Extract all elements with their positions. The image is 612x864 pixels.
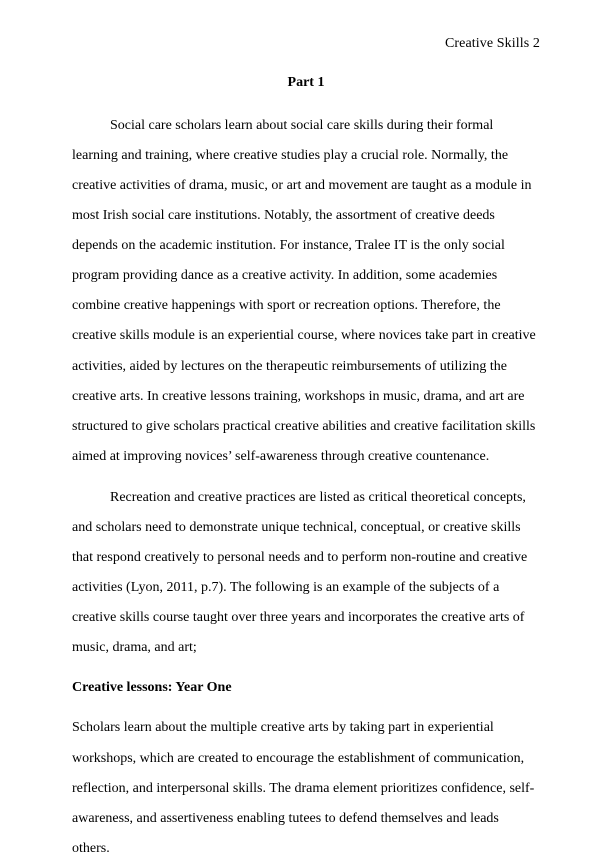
running-head: Creative Skills 2 xyxy=(444,36,540,51)
page-title: Part 1 xyxy=(287,74,325,90)
section-paragraph-1: Scholars learn about the multiple creative arts by taking part in experiential workshops, which are created to encourage the establishment of communication, reflection, and interpersonal skills. The drama element prioritizes confidence, self-awareness, and assertiveness enabling tutees to defend themselves and leads others. xyxy=(72,720,535,856)
body-paragraph-1: Social care scholars learn about social care skills during their formal learning and training, where creative studies play a crucial role. Normally, the creative activities of drama, music, or art and movement are taught as a module in most Irish social care institutions. Notably, the assortment of creative deeds depends on the academic institution. For instance, Tralee IT is the only social program providing dance as a creative activity. In addition, some academies combine creative happenings with sport or recreation options. Therefore, the creative skills module is an experiential course, where novices take part in creative activities, aided by lectures on the therapeutic reimbursements of utilizing the creative arts. In creative lessons training, workshops in music, drama, and art are structured to give scholars practical creative abilities and creative facilitation skills aimed at improving novices’ self-awareness through creative countenance. xyxy=(72,117,536,464)
body-paragraph-2: Recreation and creative practices are listed as critical theoretical concepts, and scholars need to demonstrate unique technical, conceptual, or creative skills that respond creatively to personal needs and to perform non-routine and creative activities (Lyon, 2011, p.7). The following is an example of the subjects of a creative skills course taught over three years and incorporates the creative arts of music, drama, and art; xyxy=(72,489,528,656)
section-subheading: Creative lessons: Year One xyxy=(72,680,232,696)
